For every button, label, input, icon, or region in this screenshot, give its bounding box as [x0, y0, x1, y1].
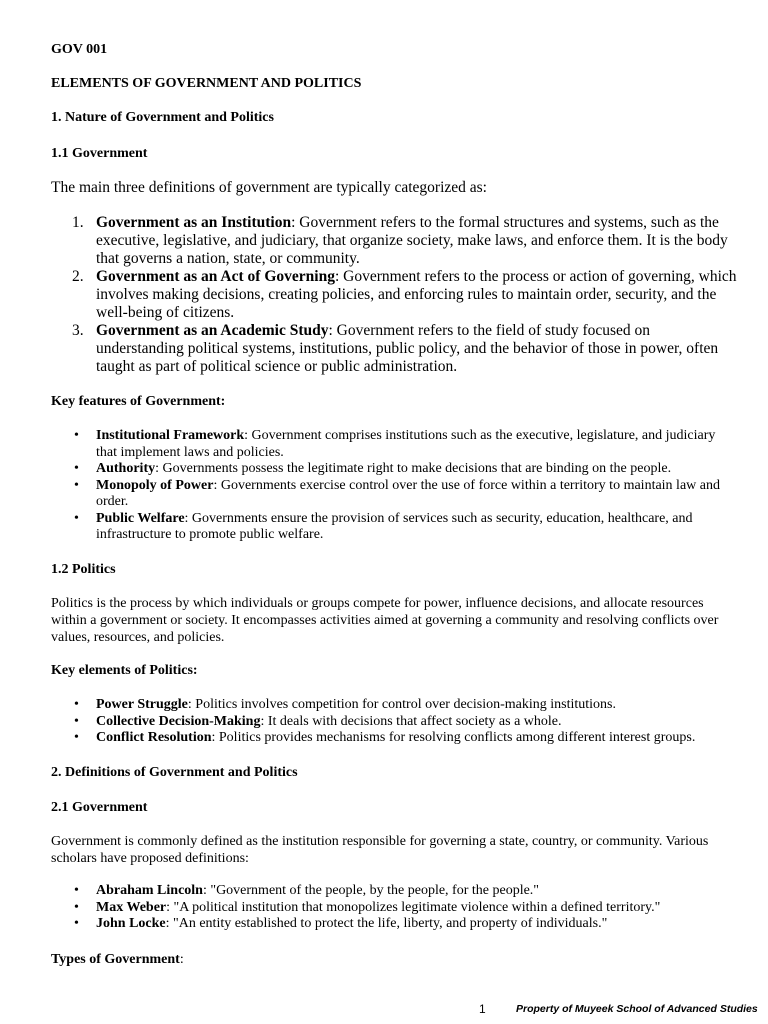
scholar-item	[51, 900, 738, 917]
government-definition-paragraph: Government is commonly defined as the institution responsible for governing a state, country, or community. Various scholars have proposed definitions:	[51, 834, 709, 866]
element-text: : It deals with decisions that affect society as a whole.	[260, 713, 562, 729]
bullet-icon: •	[74, 477, 79, 493]
list-number: 3.	[72, 322, 84, 339]
document-title: ELEMENTS OF GOVERNMENT AND POLITICS	[51, 76, 362, 91]
definition-text: : Government refers to the process or action of governing, which involves making decisions, creating policies, and enforcing rules to maintain order, security, and the well-being of citizens.	[96, 268, 737, 321]
bullet-icon: •	[74, 916, 79, 931]
scholar-name: Max Weber	[96, 899, 167, 915]
feature-term: Authority	[96, 461, 156, 476]
feature-item	[51, 461, 738, 478]
feature-term: Monopoly of Power	[96, 477, 214, 493]
element-text: : Politics provides mechanisms for resolving conflicts among different interest groups.	[211, 730, 696, 745]
scholar-quote: : "An entity established to protect the life, liberty, and property of individuals."	[165, 916, 608, 931]
definition-item	[51, 322, 738, 376]
features-list	[51, 428, 738, 544]
feature-term: Public Welfare	[96, 510, 185, 526]
bullet-icon: •	[74, 461, 79, 476]
footer-property-note: Property of Muyeek School of Advanced Studies	[516, 1002, 758, 1015]
list-number: 1.	[72, 214, 84, 231]
feature-item	[51, 478, 738, 511]
element-item	[51, 697, 738, 714]
definition-term: Government as an Act of Governing	[96, 268, 335, 285]
scholar-quote: : "A political institution that monopolizes legitimate violence within a defined territory."	[166, 899, 661, 915]
bullet-icon: •	[74, 883, 79, 898]
bullet-icon: •	[74, 730, 79, 745]
section-1-1-heading: 1.1 Government	[51, 146, 148, 161]
definition-text: : Government refers to the field of study focused on understanding political systems, institutions, public policy, and the behavior of those in power, often taught as part of political science or public administration.	[96, 322, 719, 375]
feature-text: : Government comprises institutions such as the executive, legislature, and judiciary that implement laws and policies.	[96, 428, 716, 460]
section-2-heading: 2. Definitions of Government and Politics	[51, 765, 298, 780]
politics-elements-list	[51, 697, 738, 747]
element-item	[51, 714, 738, 731]
definition-item	[51, 214, 738, 268]
scholars-list	[51, 883, 738, 933]
definition-term: Government as an Institution	[96, 214, 292, 231]
definition-term: Government as an Academic Study	[96, 322, 329, 339]
element-term: Collective Decision-Making	[96, 713, 261, 729]
scholar-name: Abraham Lincoln	[96, 883, 203, 898]
features-heading: Key features of Government:	[51, 394, 226, 409]
section-2-1-heading: 2.1 Government	[51, 800, 148, 815]
types-heading-label: Types of Government	[51, 952, 180, 967]
scholar-item	[51, 883, 738, 900]
feature-term: Institutional Framework	[96, 428, 245, 443]
scholar-name: John Locke	[96, 916, 166, 931]
types-heading-colon: :	[179, 952, 184, 967]
section-1-heading: 1. Nature of Government and Politics	[51, 110, 274, 125]
bullet-icon: •	[74, 428, 79, 443]
feature-text: : Governments ensure the provision of services such as security, education, healthcare, and infrastructure to promote public welfare.	[96, 510, 693, 542]
element-term: Conflict Resolution	[96, 730, 212, 745]
bullet-icon: •	[74, 510, 79, 526]
course-code: GOV 001	[51, 42, 108, 57]
page-number: 1	[479, 1002, 486, 1016]
definitions-list	[51, 214, 738, 376]
types-heading	[51, 951, 184, 968]
politics-paragraph: Politics is the process by which individuals or groups compete for power, influence decisions, and allocate resources within a government or society. It encompasses activities aimed at governing a community and resolving conflicts over values, resources, and policies.	[51, 596, 719, 645]
element-item	[51, 730, 738, 747]
feature-item	[51, 511, 738, 544]
bullet-icon: •	[74, 697, 79, 712]
bullet-icon: •	[74, 713, 79, 729]
scholar-item	[51, 916, 738, 933]
definition-item	[51, 268, 738, 322]
scholar-quote: : "Government of the people, by the people, for the people."	[202, 883, 540, 898]
feature-item	[51, 428, 738, 461]
politics-elements-heading: Key elements of Politics:	[51, 663, 198, 678]
feature-text: : Governments possess the legitimate right to make decisions that are binding on the people.	[155, 461, 672, 476]
definitions-intro: The main three definitions of government are typically categorized as:	[51, 179, 487, 196]
feature-text: : Governments exercise control over the use of force within a territory to maintain law and order.	[96, 477, 720, 509]
element-term: Power Struggle	[96, 697, 188, 712]
bullet-icon: •	[74, 899, 79, 915]
element-text: : Politics involves competition for control over decision-making institutions.	[187, 697, 617, 712]
definition-text: : Government refers to the formal structures and systems, such as the executive, legislative, and judiciary, that organize society, make laws, and enforce them. It is the body that governs a nation, state, or community.	[96, 214, 728, 267]
list-number: 2.	[72, 268, 84, 285]
section-1-2-heading: 1.2 Politics	[51, 562, 116, 577]
